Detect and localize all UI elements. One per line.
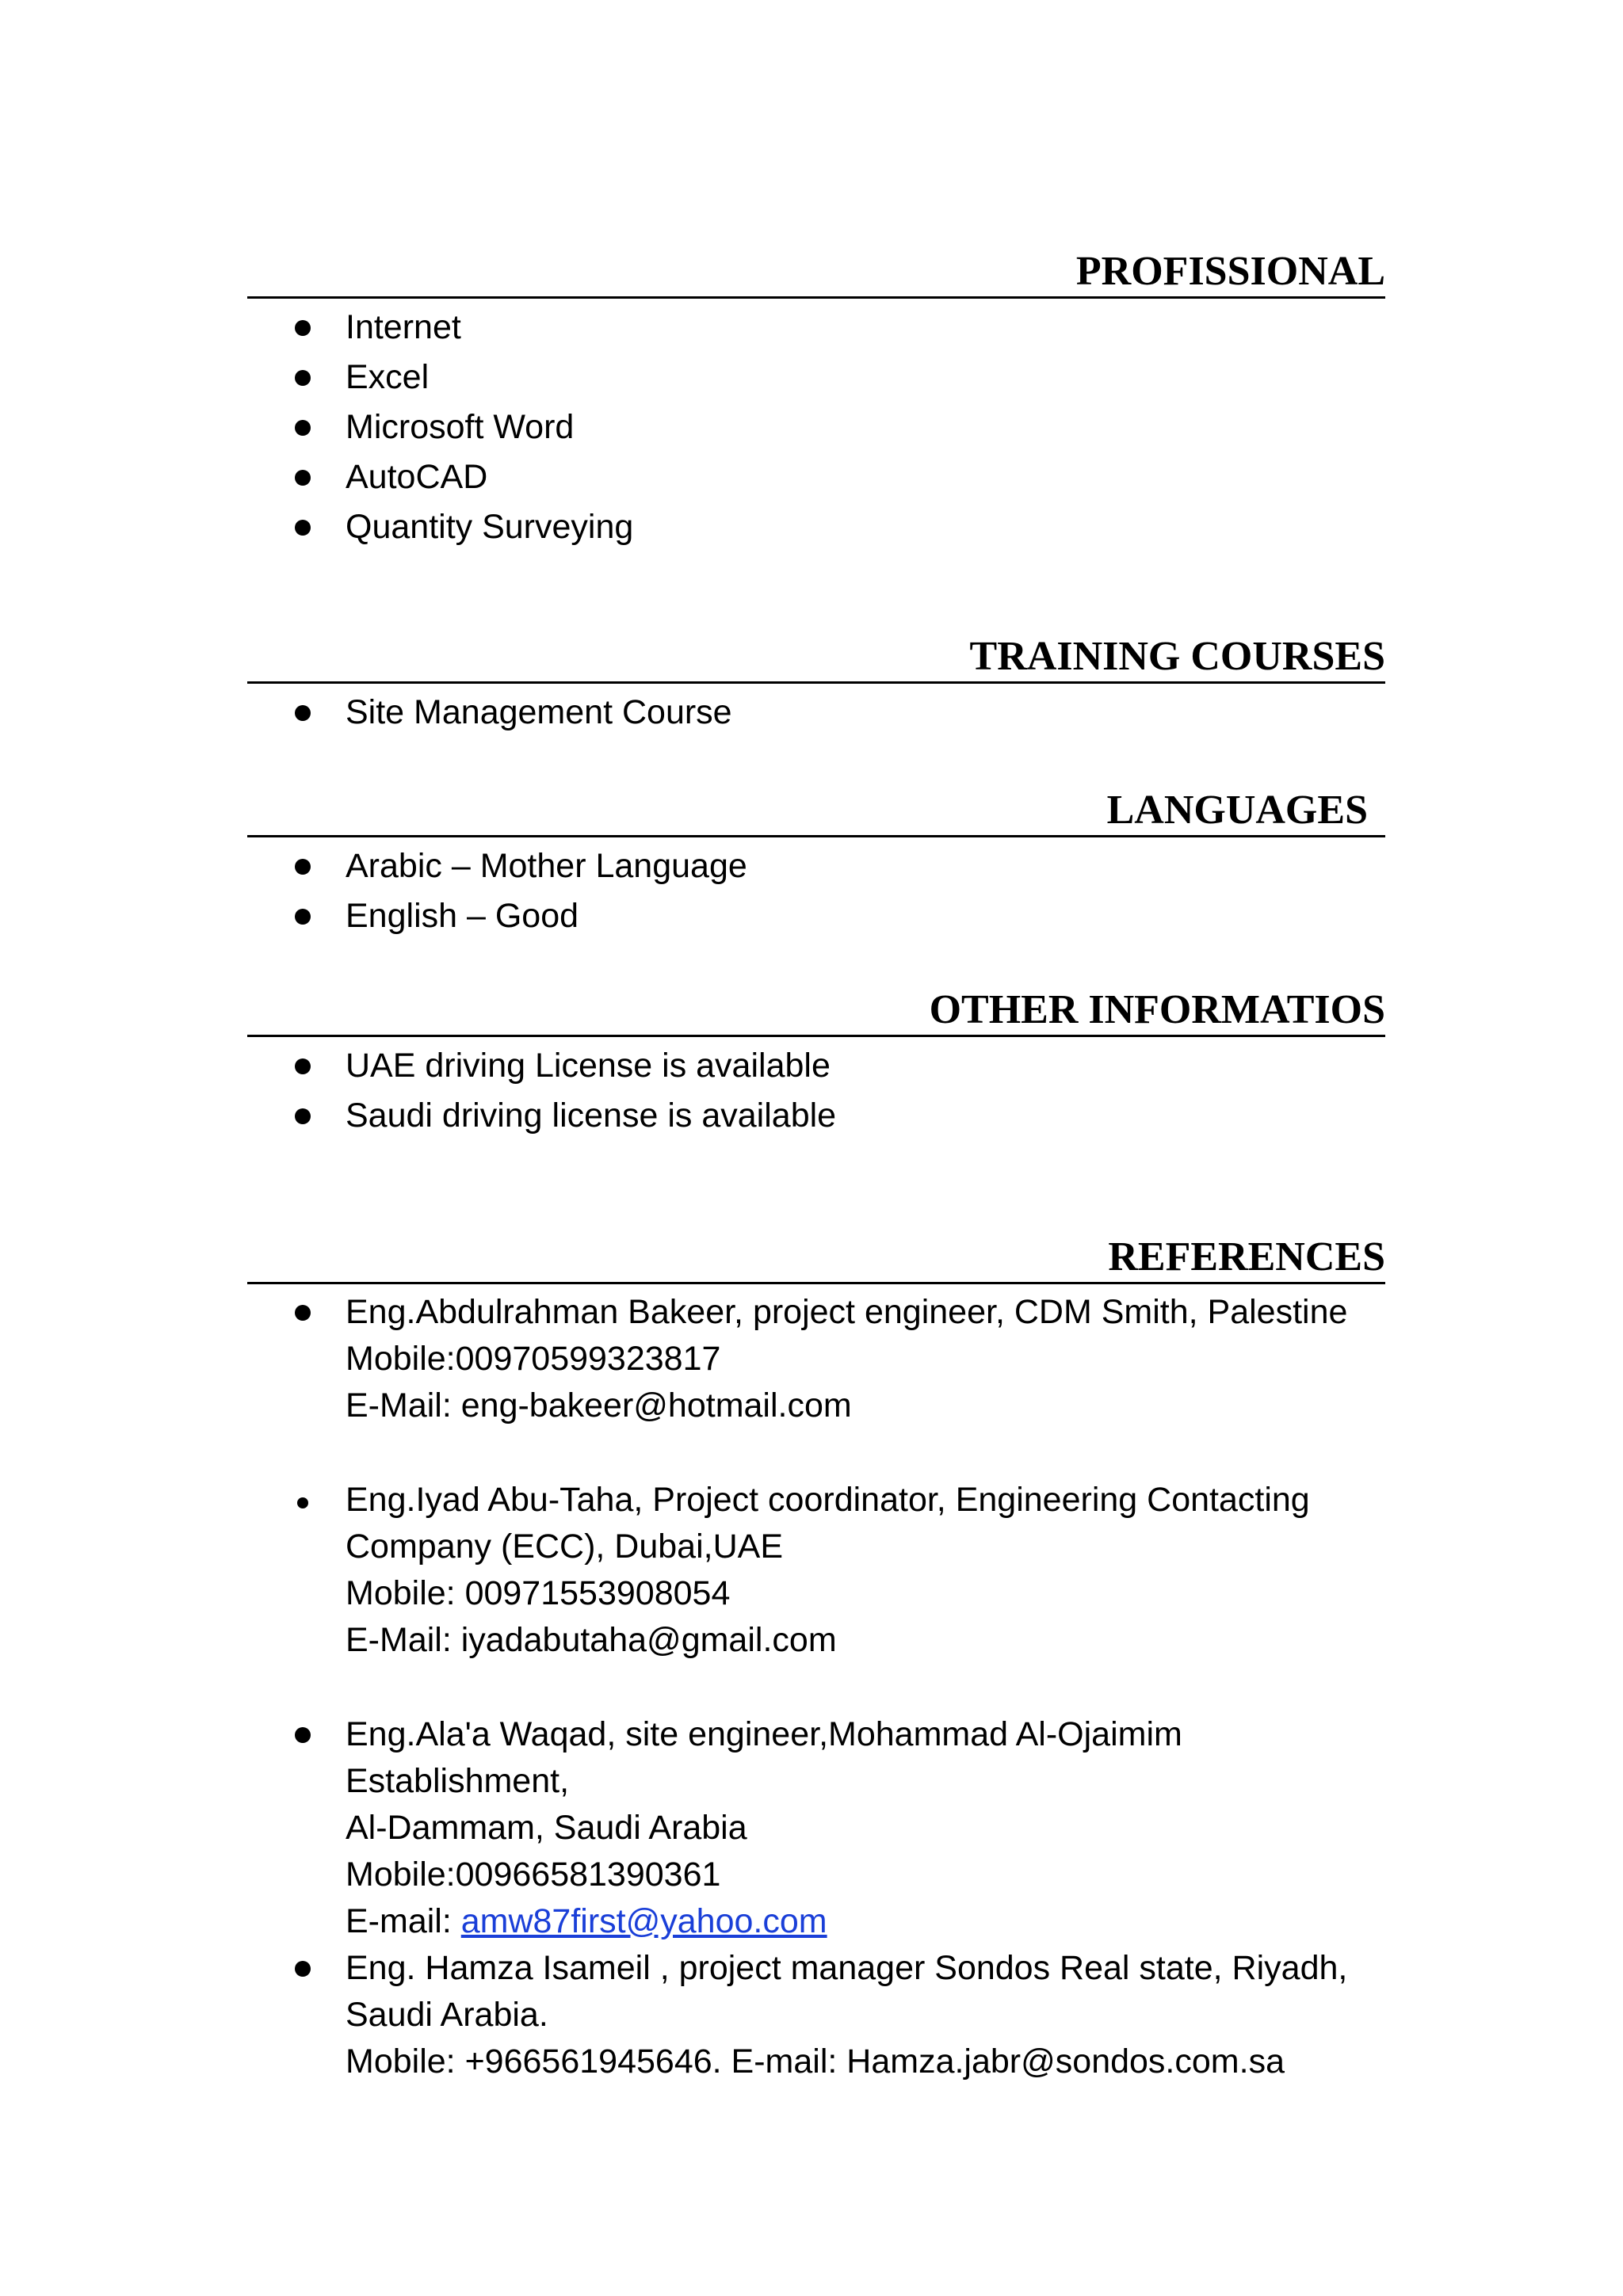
- reference-location: Saudi Arabia.: [346, 1996, 548, 2034]
- list-item: [295, 841, 747, 891]
- bullet-icon: [295, 370, 311, 386]
- list-item-text: Internet: [346, 308, 461, 346]
- list-item-text: Excel: [346, 358, 430, 396]
- reference-mobile: Mobile: 00971553908054: [346, 1574, 731, 1612]
- bullet-icon: [295, 1727, 311, 1743]
- reference-email: E-Mail: eng-bakeer@hotmail.com: [346, 1386, 852, 1425]
- bullet-icon: [295, 520, 311, 536]
- reference-item: [295, 1711, 1347, 1945]
- reference-company: Establishment,: [346, 1762, 570, 1800]
- list-item-text: AutoCAD: [346, 458, 488, 496]
- section-heading-professional: [247, 247, 1385, 299]
- reference-name: Eng. Hamza Isameil , project manager Sondos Real state, Riyadh,: [346, 1949, 1348, 1987]
- bullet-icon: [295, 1961, 311, 1977]
- section-title: TRAINING COURSES: [969, 634, 1385, 679]
- list-item: [295, 688, 732, 738]
- training-courses-list: [295, 688, 732, 738]
- section-title: LANGUAGES: [1106, 788, 1368, 833]
- reference-name: Eng.Abdulrahman Bakeer, project engineer, CDM Smith, Palestine: [346, 1293, 1348, 1331]
- list-item: [295, 452, 633, 502]
- list-item: [295, 502, 633, 552]
- reference-mobile: Mobile:00966581390361: [346, 1855, 721, 1894]
- list-item-text: Microsoft Word: [346, 408, 575, 446]
- professional-skills-list: [295, 303, 633, 552]
- reference-contact: Mobile: +966561945646. E-mail: Hamza.jabr@sondos.com.sa: [346, 2042, 1285, 2081]
- list-item-text: Site Management Course: [346, 693, 732, 731]
- list-item: [295, 353, 633, 402]
- other-information-list: [295, 1041, 836, 1141]
- reference-name: Eng.Ala'a Waqad, site engineer,Mohammad Al-Ojaimim: [346, 1715, 1182, 1753]
- bullet-icon: [295, 909, 311, 925]
- reference-email: [346, 1898, 1347, 1945]
- reference-item: [295, 1945, 1347, 2085]
- list-item-text: Saudi driving license is available: [346, 1097, 837, 1135]
- list-item-text: English – Good: [346, 897, 579, 935]
- section-heading-languages: [247, 786, 1385, 837]
- languages-list: [295, 841, 747, 941]
- list-item: [295, 1041, 836, 1091]
- list-item-text: Quantity Surveying: [346, 508, 634, 546]
- reference-email: E-Mail: iyadabutaha@gmail.com: [346, 1621, 837, 1659]
- list-item: [295, 1091, 836, 1141]
- list-item-text: UAE driving License is available: [346, 1047, 831, 1085]
- bullet-icon: [295, 859, 311, 875]
- bullet-icon: [295, 1305, 311, 1321]
- bullet-icon: [297, 1497, 308, 1508]
- references-list: [295, 1289, 1347, 2085]
- list-item: [295, 303, 633, 353]
- bullet-icon: [295, 320, 311, 336]
- reference-item: [295, 1289, 1347, 1429]
- reference-location: Al-Dammam, Saudi Arabia: [346, 1809, 747, 1847]
- section-title: OTHER INFORMATIOS: [929, 987, 1385, 1032]
- reference-name: Eng.Iyad Abu-Taha, Project coordinator, Engineering Contacting: [346, 1481, 1310, 1519]
- section-heading-training: [247, 632, 1385, 684]
- list-item-text: Arabic – Mother Language: [346, 847, 747, 885]
- reference-item: [295, 1477, 1347, 1664]
- bullet-icon: [295, 470, 311, 486]
- bullet-icon: [295, 1108, 311, 1124]
- list-item: [295, 891, 747, 941]
- section-heading-references: [247, 1233, 1385, 1284]
- email-label: E-mail:: [346, 1902, 461, 1940]
- bullet-icon: [295, 705, 311, 721]
- reference-mobile: Mobile:00970599323817: [346, 1340, 721, 1378]
- section-heading-other-information: [247, 986, 1385, 1037]
- email-link[interactable]: amw87first@yahoo.com: [460, 1902, 827, 1940]
- reference-company: Company (ECC), Dubai,UAE: [346, 1527, 784, 1566]
- section-title: REFERENCES: [1108, 1234, 1385, 1280]
- bullet-icon: [295, 1058, 311, 1074]
- section-title: PROFISSIONAL: [1075, 249, 1385, 294]
- bullet-icon: [295, 420, 311, 436]
- list-item: [295, 402, 633, 452]
